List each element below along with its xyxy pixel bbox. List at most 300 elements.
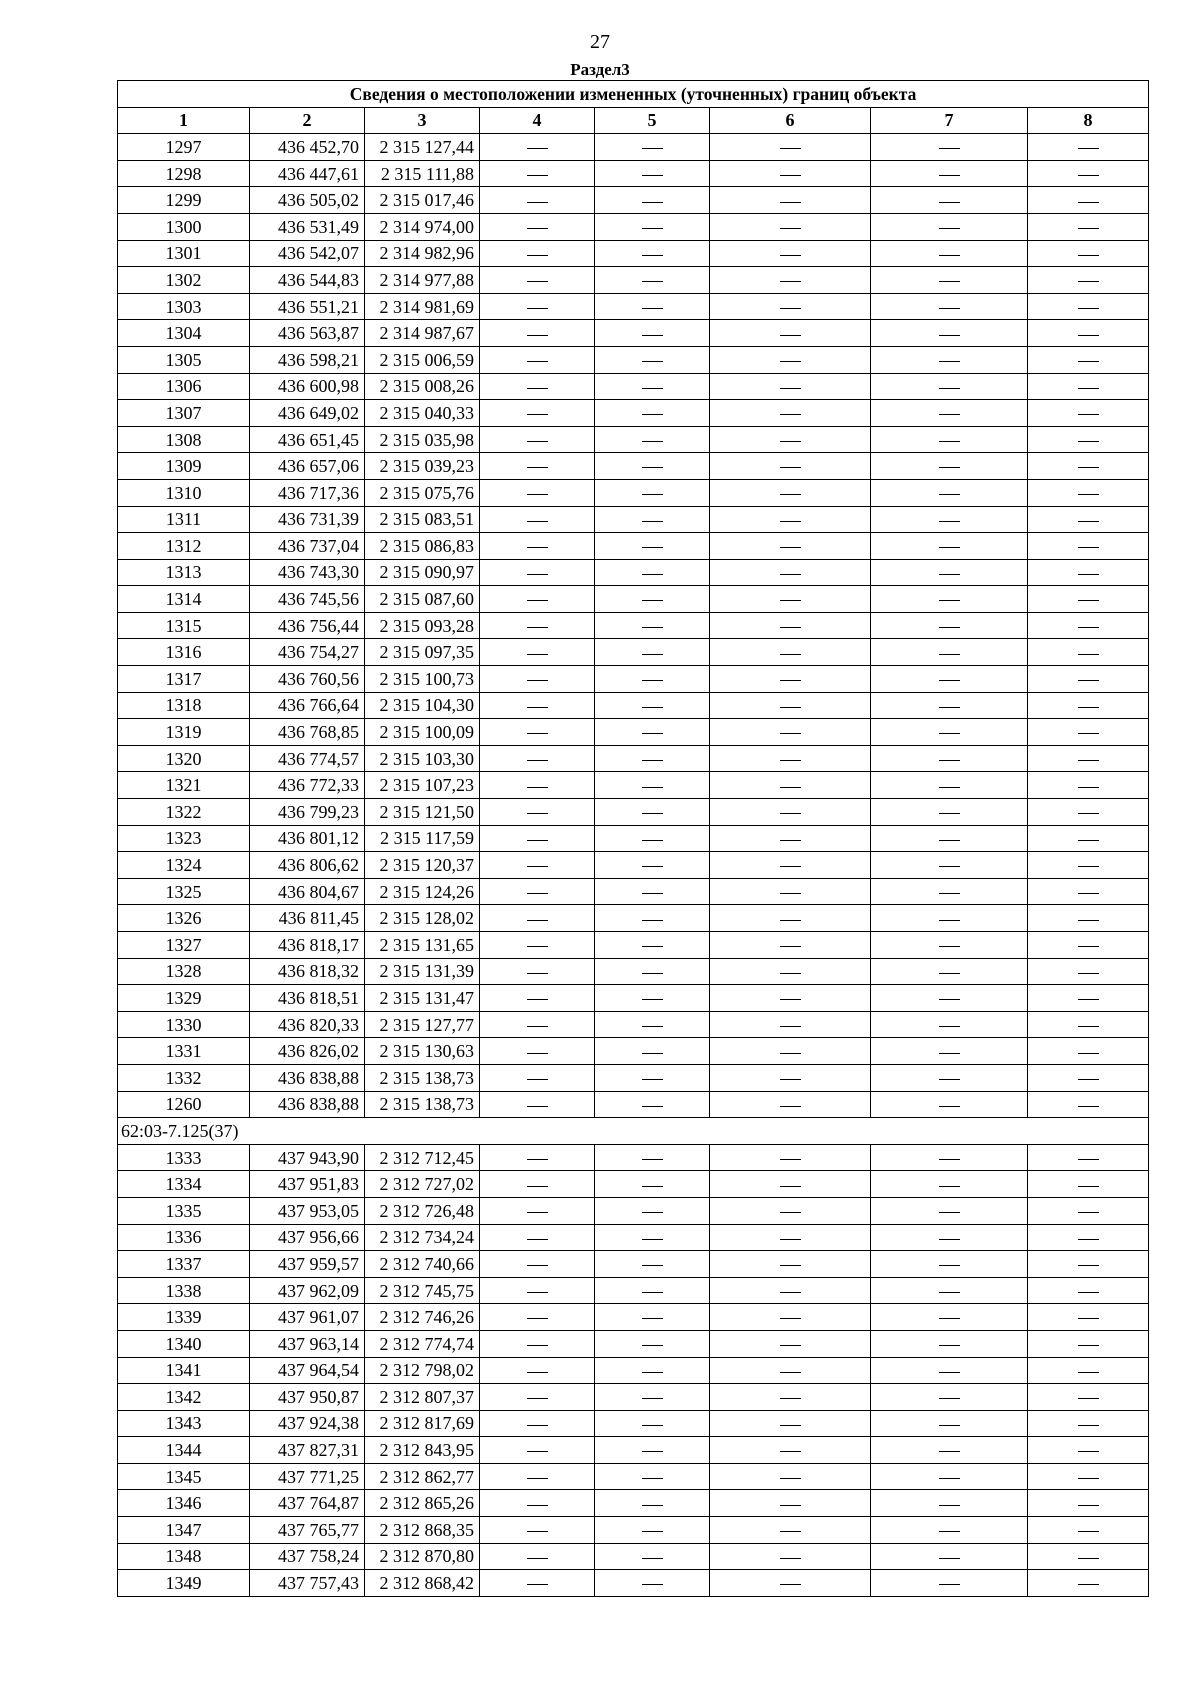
dash-mark [1078,893,1099,894]
column-header-8: 8 [1028,107,1149,134]
dash-mark [1078,1186,1099,1187]
empty-value-cell-col-4 [480,1277,595,1304]
empty-value-cell-col-7 [871,745,1028,772]
y-coordinate-cell: 2 314 987,67 [365,320,480,347]
empty-value-cell-col-5 [595,1251,710,1278]
point-number-cell: 1345 [118,1463,250,1490]
empty-value-cell-col-7 [871,1277,1028,1304]
point-number-cell: 1343 [118,1410,250,1437]
empty-value-cell-col-4 [480,533,595,560]
dash-mark [1078,361,1099,362]
empty-value-cell-col-8 [1028,586,1149,613]
table-row [118,293,1149,320]
empty-value-cell-col-8 [1028,825,1149,852]
dash-mark [1078,1159,1099,1160]
x-coordinate-cell: 436 768,85 [250,719,365,746]
dash-mark [780,1451,801,1452]
x-coordinate-cell: 437 962,09 [250,1277,365,1304]
empty-value-cell-col-5 [595,1357,710,1384]
dash-mark [642,255,663,256]
dash-mark [642,1186,663,1187]
dash-mark [939,467,960,468]
point-number-cell: 1340 [118,1330,250,1357]
dash-mark [1078,1079,1099,1080]
empty-value-cell-col-7 [871,1038,1028,1065]
empty-value-cell-col-8 [1028,1251,1149,1278]
empty-value-cell-col-6 [710,905,871,932]
empty-value-cell-col-4 [480,1011,595,1038]
empty-value-cell-col-6 [710,985,871,1012]
empty-value-cell-col-8 [1028,958,1149,985]
x-coordinate-cell: 437 963,14 [250,1330,365,1357]
empty-value-cell-col-6 [710,426,871,453]
empty-value-cell-col-7 [871,267,1028,294]
empty-value-cell-col-8 [1028,1570,1149,1597]
y-coordinate-cell: 2 312 862,77 [365,1463,480,1490]
empty-value-cell-col-7 [871,1144,1028,1171]
empty-value-cell-col-5 [595,240,710,267]
empty-value-cell-col-4 [480,825,595,852]
empty-value-cell-col-4 [480,213,595,240]
empty-value-cell-col-6 [710,825,871,852]
point-number-cell: 1325 [118,878,250,905]
dash-mark [939,574,960,575]
dash-mark [1078,1212,1099,1213]
x-coordinate-cell: 436 544,83 [250,267,365,294]
dash-mark [642,1212,663,1213]
dash-mark [939,308,960,309]
x-coordinate-cell: 436 531,49 [250,213,365,240]
dash-mark [642,600,663,601]
y-coordinate-cell: 2 312 865,26 [365,1490,480,1517]
empty-value-cell-col-6 [710,506,871,533]
empty-value-cell-col-7 [871,293,1028,320]
point-number-cell: 1299 [118,187,250,214]
dash-mark [1078,148,1099,149]
empty-value-cell-col-5 [595,772,710,799]
point-number-cell: 1310 [118,479,250,506]
dash-mark [939,1292,960,1293]
dash-mark [642,893,663,894]
y-coordinate-cell: 2 312 807,37 [365,1384,480,1411]
table-row [118,932,1149,959]
table-row [118,453,1149,480]
dash-mark [1078,866,1099,867]
empty-value-cell-col-4 [480,586,595,613]
empty-value-cell-col-6 [710,346,871,373]
dash-mark [780,228,801,229]
dash-mark [642,787,663,788]
column-header-row [118,107,1149,134]
empty-value-cell-col-6 [710,160,871,187]
empty-value-cell-col-6 [710,1304,871,1331]
y-coordinate-cell: 2 315 039,23 [365,453,480,480]
empty-value-cell-col-6 [710,1490,871,1517]
empty-value-cell-col-5 [595,400,710,427]
x-coordinate-cell: 437 964,54 [250,1357,365,1384]
empty-value-cell-col-5 [595,453,710,480]
dash-mark [780,148,801,149]
table-row [118,1570,1149,1597]
empty-value-cell-col-6 [710,1197,871,1224]
empty-value-cell-col-8 [1028,878,1149,905]
empty-value-cell-col-5 [595,1410,710,1437]
column-header-2: 2 [250,107,365,134]
dash-mark [642,973,663,974]
point-number-cell: 1319 [118,719,250,746]
empty-value-cell-col-5 [595,692,710,719]
dash-mark [939,1372,960,1373]
table-row [118,985,1149,1012]
dash-mark [527,920,548,921]
dash-mark [780,1212,801,1213]
dash-mark [939,1265,960,1266]
point-number-cell: 1303 [118,293,250,320]
y-coordinate-cell: 2 315 127,44 [365,134,480,161]
dash-mark [527,999,548,1000]
empty-value-cell-col-4 [480,1171,595,1198]
dash-mark [780,760,801,761]
empty-value-cell-col-6 [710,1144,871,1171]
y-coordinate-cell: 2 312 734,24 [365,1224,480,1251]
x-coordinate-cell: 436 818,51 [250,985,365,1012]
dash-mark [642,1505,663,1506]
dash-mark [527,175,548,176]
x-coordinate-cell: 436 818,17 [250,932,365,959]
dash-mark [642,1584,663,1585]
dash-mark [642,361,663,362]
empty-value-cell-col-8 [1028,852,1149,879]
dash-mark [939,1053,960,1054]
point-number-cell: 1300 [118,213,250,240]
x-coordinate-cell: 437 827,31 [250,1437,365,1464]
empty-value-cell-col-6 [710,533,871,560]
x-coordinate-cell: 436 760,56 [250,666,365,693]
empty-value-cell-col-6 [710,1011,871,1038]
dash-mark [642,840,663,841]
point-number-cell: 1313 [118,559,250,586]
empty-value-cell-col-7 [871,958,1028,985]
y-coordinate-cell: 2 312 798,02 [365,1357,480,1384]
y-coordinate-cell: 2 315 100,73 [365,666,480,693]
x-coordinate-cell: 437 764,87 [250,1490,365,1517]
x-coordinate-cell: 436 737,04 [250,533,365,560]
dash-mark [1078,999,1099,1000]
point-number-cell: 1327 [118,932,250,959]
point-number-cell: 1323 [118,825,250,852]
dash-mark [527,255,548,256]
x-coordinate-cell: 436 649,02 [250,400,365,427]
empty-value-cell-col-4 [480,905,595,932]
y-coordinate-cell: 2 315 008,26 [365,373,480,400]
dash-mark [1078,255,1099,256]
dash-mark [939,228,960,229]
empty-value-cell-col-8 [1028,905,1149,932]
x-coordinate-cell: 436 820,33 [250,1011,365,1038]
empty-value-cell-col-5 [595,213,710,240]
dash-mark [1078,680,1099,681]
dash-mark [642,946,663,947]
point-number-cell: 1337 [118,1251,250,1278]
empty-value-cell-col-5 [595,1304,710,1331]
empty-value-cell-col-7 [871,400,1028,427]
point-number-cell: 1314 [118,586,250,613]
empty-value-cell-col-6 [710,852,871,879]
x-coordinate-cell: 436 598,21 [250,346,365,373]
empty-value-cell-col-8 [1028,1011,1149,1038]
y-coordinate-cell: 2 315 127,77 [365,1011,480,1038]
dash-mark [642,148,663,149]
x-coordinate-cell: 437 924,38 [250,1410,365,1437]
empty-value-cell-col-6 [710,453,871,480]
y-coordinate-cell: 2 315 040,33 [365,400,480,427]
table-row [118,878,1149,905]
empty-value-cell-col-5 [595,666,710,693]
dash-mark [1078,467,1099,468]
table-row [118,1330,1149,1357]
empty-value-cell-col-5 [595,1277,710,1304]
empty-value-cell-col-8 [1028,1330,1149,1357]
dash-mark [780,999,801,1000]
x-coordinate-cell: 436 717,36 [250,479,365,506]
empty-value-cell-col-8 [1028,559,1149,586]
x-coordinate-cell: 437 943,90 [250,1144,365,1171]
dash-mark [780,1584,801,1585]
empty-value-cell-col-4 [480,400,595,427]
empty-value-cell-col-4 [480,666,595,693]
dash-mark [780,1265,801,1266]
dash-mark [939,547,960,548]
empty-value-cell-col-5 [595,426,710,453]
y-coordinate-cell: 2 312 727,02 [365,1171,480,1198]
column-header-4: 4 [480,107,595,134]
dash-mark [780,866,801,867]
dash-mark [527,1584,548,1585]
empty-value-cell-col-8 [1028,1410,1149,1437]
empty-value-cell-col-7 [871,453,1028,480]
empty-value-cell-col-6 [710,1224,871,1251]
empty-value-cell-col-5 [595,1384,710,1411]
point-number-cell: 1326 [118,905,250,932]
dash-mark [780,521,801,522]
y-coordinate-cell: 2 312 817,69 [365,1410,480,1437]
empty-value-cell-col-7 [871,852,1028,879]
empty-value-cell-col-8 [1028,453,1149,480]
empty-value-cell-col-7 [871,479,1028,506]
empty-value-cell-col-6 [710,187,871,214]
empty-value-cell-col-4 [480,852,595,879]
table-row [118,666,1149,693]
empty-value-cell-col-4 [480,479,595,506]
y-coordinate-cell: 2 315 111,88 [365,160,480,187]
dash-mark [527,1265,548,1266]
dash-mark [780,813,801,814]
dash-mark [527,1478,548,1479]
empty-value-cell-col-4 [480,267,595,294]
group-label: 62:03-7.125(37) [118,1118,1149,1145]
dash-mark [642,680,663,681]
x-coordinate-cell: 436 801,12 [250,825,365,852]
empty-value-cell-col-7 [871,719,1028,746]
empty-value-cell-col-5 [595,134,710,161]
empty-value-cell-col-5 [595,1038,710,1065]
dash-mark [527,600,548,601]
empty-value-cell-col-6 [710,1570,871,1597]
dash-mark [527,1186,548,1187]
dash-mark [780,547,801,548]
y-coordinate-cell: 2 315 075,76 [365,479,480,506]
point-number-cell: 1331 [118,1038,250,1065]
empty-value-cell-col-5 [595,586,710,613]
empty-value-cell-col-6 [710,878,871,905]
dash-mark [780,733,801,734]
dash-mark [1078,1372,1099,1373]
x-coordinate-cell: 436 806,62 [250,852,365,879]
empty-value-cell-col-8 [1028,187,1149,214]
dash-mark [527,414,548,415]
point-number-cell: 1316 [118,639,250,666]
dash-mark [780,1239,801,1240]
point-number-cell: 1306 [118,373,250,400]
y-coordinate-cell: 2 314 977,88 [365,267,480,294]
dash-mark [527,494,548,495]
dash-mark [939,866,960,867]
dash-mark [780,574,801,575]
x-coordinate-cell: 436 505,02 [250,187,365,214]
point-number-cell: 1318 [118,692,250,719]
y-coordinate-cell: 2 312 774,74 [365,1330,480,1357]
dash-mark [939,1558,960,1559]
x-coordinate-cell: 437 757,43 [250,1570,365,1597]
empty-value-cell-col-8 [1028,1384,1149,1411]
dash-mark [527,388,548,389]
x-coordinate-cell: 436 799,23 [250,799,365,826]
point-number-cell: 1349 [118,1570,250,1597]
dash-mark [527,627,548,628]
table-row [118,745,1149,772]
empty-value-cell-col-4 [480,1091,595,1118]
point-number-cell: 1320 [118,745,250,772]
dash-mark [939,1212,960,1213]
table-row [118,772,1149,799]
dash-mark [1078,335,1099,336]
table-row [118,1543,1149,1570]
empty-value-cell-col-7 [871,586,1028,613]
dash-mark [780,441,801,442]
table-row [118,160,1149,187]
table-row [118,1091,1149,1118]
dash-mark [1078,308,1099,309]
empty-value-cell-col-5 [595,160,710,187]
dash-mark [527,1398,548,1399]
empty-value-cell-col-7 [871,1517,1028,1544]
dash-mark [1078,920,1099,921]
point-number-cell: 1307 [118,400,250,427]
empty-value-cell-col-6 [710,559,871,586]
empty-value-cell-col-8 [1028,426,1149,453]
empty-value-cell-col-7 [871,1251,1028,1278]
empty-value-cell-col-7 [871,559,1028,586]
empty-value-cell-col-4 [480,134,595,161]
dash-mark [642,1531,663,1532]
y-coordinate-cell: 2 315 121,50 [365,799,480,826]
dash-mark [527,733,548,734]
empty-value-cell-col-6 [710,932,871,959]
y-coordinate-cell: 2 315 093,28 [365,612,480,639]
dash-mark [527,335,548,336]
dash-mark [939,680,960,681]
x-coordinate-cell: 437 771,25 [250,1463,365,1490]
empty-value-cell-col-4 [480,1384,595,1411]
dash-mark [1078,1106,1099,1107]
dash-mark [642,1292,663,1293]
table-row [118,905,1149,932]
empty-value-cell-col-4 [480,1437,595,1464]
empty-value-cell-col-4 [480,932,595,959]
table-row [118,1437,1149,1464]
dash-mark [1078,547,1099,548]
dash-mark [939,414,960,415]
dash-mark [642,521,663,522]
dash-mark [527,946,548,947]
dash-mark [1078,494,1099,495]
x-coordinate-cell: 436 743,30 [250,559,365,586]
x-coordinate-cell: 436 756,44 [250,612,365,639]
empty-value-cell-col-6 [710,373,871,400]
table-row [118,692,1149,719]
table-row [118,240,1149,267]
y-coordinate-cell: 2 315 130,63 [365,1038,480,1065]
dash-mark [780,494,801,495]
y-coordinate-cell: 2 315 107,23 [365,772,480,799]
empty-value-cell-col-8 [1028,267,1149,294]
x-coordinate-cell: 436 772,33 [250,772,365,799]
empty-value-cell-col-8 [1028,1224,1149,1251]
empty-value-cell-col-8 [1028,772,1149,799]
x-coordinate-cell: 437 758,24 [250,1543,365,1570]
empty-value-cell-col-5 [595,479,710,506]
table-row [118,639,1149,666]
point-number-cell: 1339 [118,1304,250,1331]
empty-value-cell-col-5 [595,1437,710,1464]
x-coordinate-cell: 436 452,70 [250,134,365,161]
dash-mark [642,1159,663,1160]
empty-value-cell-col-6 [710,745,871,772]
empty-value-cell-col-7 [871,985,1028,1012]
x-coordinate-cell: 437 959,57 [250,1251,365,1278]
empty-value-cell-col-8 [1028,932,1149,959]
empty-value-cell-col-4 [480,240,595,267]
dash-mark [780,1505,801,1506]
point-number-cell: 1332 [118,1064,250,1091]
table-row [118,799,1149,826]
dash-mark [642,281,663,282]
point-number-cell: 1328 [118,958,250,985]
x-coordinate-cell: 437 956,66 [250,1224,365,1251]
empty-value-cell-col-4 [480,320,595,347]
point-number-cell: 1322 [118,799,250,826]
x-coordinate-cell: 436 447,61 [250,160,365,187]
dash-mark [939,1318,960,1319]
empty-value-cell-col-7 [871,1543,1028,1570]
empty-value-cell-col-5 [595,506,710,533]
empty-value-cell-col-7 [871,1304,1028,1331]
dash-mark [527,1292,548,1293]
empty-value-cell-col-7 [871,320,1028,347]
empty-value-cell-col-8 [1028,373,1149,400]
dash-mark [939,148,960,149]
dash-mark [527,547,548,548]
